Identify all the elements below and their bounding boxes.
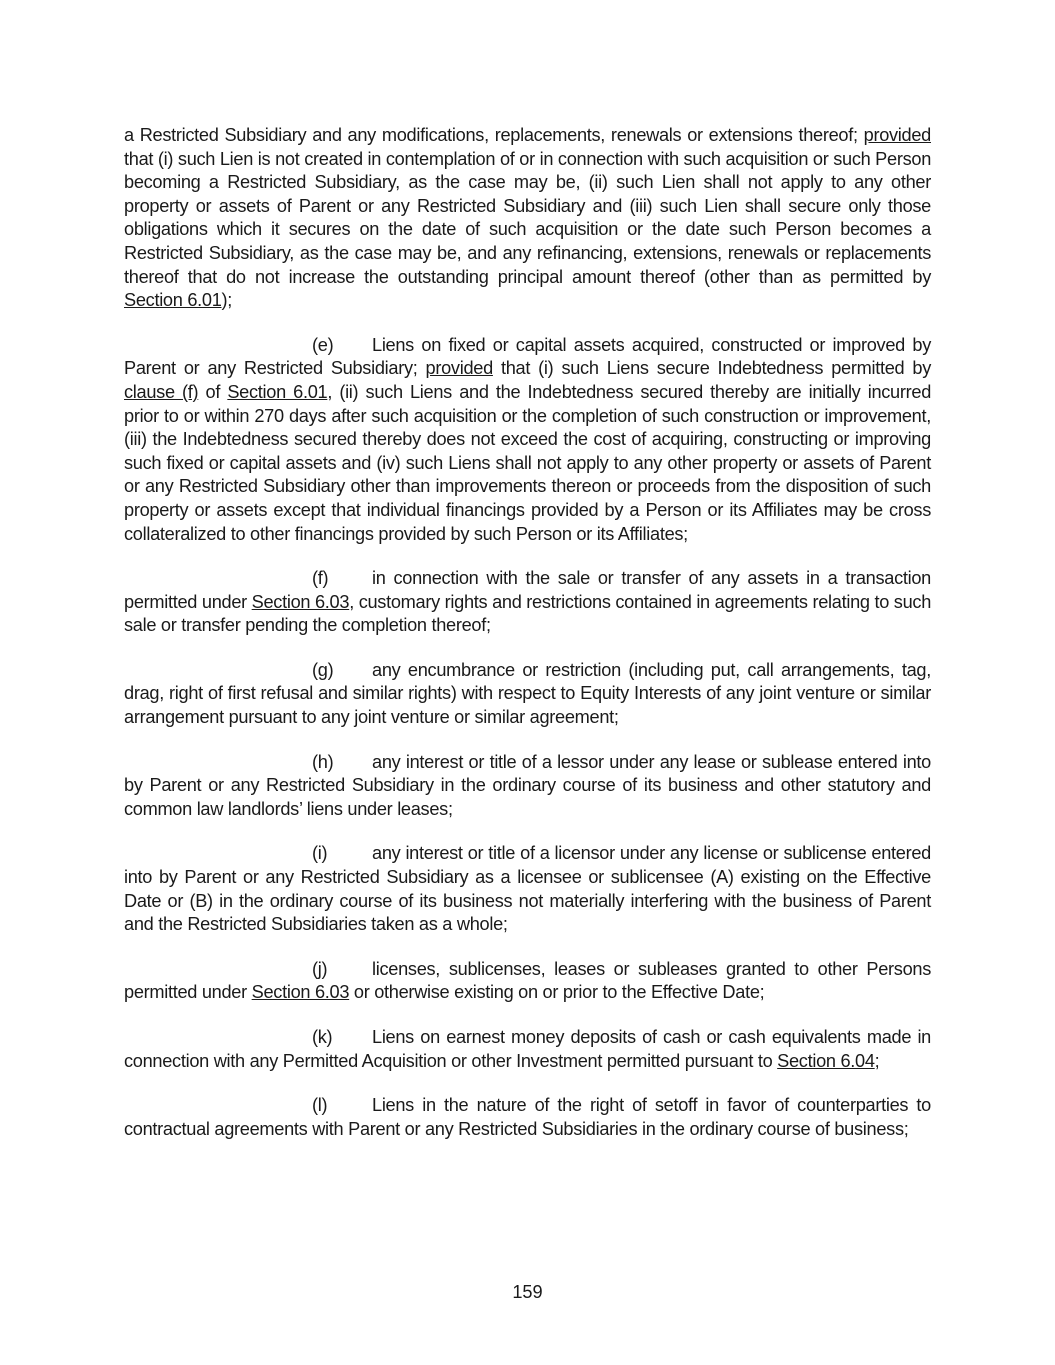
paragraph-j bbox=[124, 958, 931, 1005]
text: any encumbrance or restriction (including put, call arrangements, tag, drag, right of first refusal and similar rights) with respect to Equity Interests of any joint venture or similar arrangement pursuant to any joint venture or similar agreement; bbox=[124, 659, 931, 728]
text: licenses, sublicenses, leases or subleases granted to other Persons permitted under bbox=[124, 958, 931, 1003]
paragraph-i bbox=[124, 842, 931, 936]
text: , (ii) such Liens and the Indebtedness secured thereby are initially incurred prior to or within 270 days after such acquisition or the completion of such construction or improvement, (iii) the Indebtedness secured thereby does not exceed the cost of acquiring, constructing or improving such fixed or capital assets and (iv) such Liens shall not apply to any other property or assets of Parent or any Restricted Subsidiary other than improvements thereon or proceeds from the disposition of such property or assets except that individual financings provided by a Person or its Affiliates may be cross collateralized to other financings provided by such Person or its Affiliates; bbox=[124, 381, 932, 544]
text: a Restricted Subsidiary and any modifications, replacements, renewals or extensions thereof; bbox=[124, 125, 864, 145]
clause-label: (g) bbox=[312, 659, 334, 680]
text: ; bbox=[874, 1050, 880, 1071]
text: ); bbox=[221, 290, 233, 311]
paragraph-d-continued bbox=[124, 124, 931, 313]
clause-label: (i) bbox=[312, 843, 328, 864]
text: Liens in the nature of the right of setoff in favor of counterparties to contractual agreements with Parent or any Restricted Subsidiaries in the ordinary course of business; bbox=[124, 1095, 931, 1139]
section-reference: Section 6.03 bbox=[251, 982, 350, 1003]
provided-term: provided bbox=[425, 358, 493, 379]
text: or otherwise existing on or prior to the Effective Date; bbox=[349, 982, 765, 1003]
text: any interest or title of a licensor under any license or sublicense entered into by Parent or any Restricted Subsidiary as a licensee or sublicensee (A) existing on the Effective Date or (B) in the ordinary course of its business not materially interfering with the business of Parent and the Restricted Subsidiaries taken as a whole; bbox=[124, 843, 931, 935]
clause-label: (k) bbox=[312, 1027, 333, 1047]
text: in connection with the sale or transfer of any assets in a transaction permitted under bbox=[124, 568, 931, 612]
document-page bbox=[124, 124, 931, 1162]
clause-label: (e) bbox=[312, 334, 334, 355]
page-number: 159 bbox=[512, 1282, 543, 1302]
section-reference: Section 6.01 bbox=[124, 290, 222, 311]
text: Liens on earnest money deposits of cash or cash equivalents made in connection with any Permitted Acquisition or other Investment permitted pursuant to bbox=[124, 1027, 931, 1071]
clause-label: (h) bbox=[312, 751, 334, 772]
text: Liens on fixed or capital assets acquired, constructed or improved by Parent or any Restricted Subsidiary; bbox=[124, 334, 931, 379]
section-reference: Section 6.03 bbox=[251, 591, 350, 612]
paragraph-k bbox=[124, 1026, 931, 1073]
paragraph-h bbox=[124, 751, 931, 822]
paragraph-e bbox=[124, 334, 931, 546]
paragraph-l bbox=[124, 1094, 931, 1141]
provided-term: provided bbox=[863, 125, 931, 145]
clause-reference: clause (f) bbox=[124, 381, 199, 402]
text: that (i) such Liens secure Indebtedness permitted by bbox=[492, 358, 931, 379]
clause-label: (f) bbox=[312, 568, 329, 589]
section-reference: Section 6.01 bbox=[227, 381, 328, 402]
text: , customary rights and restrictions contained in agreements relating to such sale or transfer pending the completion thereof; bbox=[124, 591, 932, 636]
paragraph-f bbox=[124, 567, 931, 638]
clause-label: (l) bbox=[312, 1095, 328, 1116]
clause-label: (j) bbox=[312, 958, 328, 979]
section-reference: Section 6.04 bbox=[777, 1050, 875, 1071]
text: any interest or title of a lessor under any lease or sublease entered into by Parent or any Restricted Subsidiary in the ordinary course of its business and other statutory and common law landlords’ liens under leases; bbox=[124, 751, 931, 819]
paragraph-g bbox=[124, 659, 931, 730]
text: that (i) such Lien is not created in contemplation of or in connection with such acquisition or such Person becoming a Restricted Subsidiary, as the case may be, (ii) such Lien shall not apply to any other property or assets of Parent or any Restricted Subsidiary and (iii) such Lien shall secure only those obligations which it secures on the date of such acquisition or the date such Person becomes a Restricted Subsidiary, as the case may be, and any refinancing, extensions, renewals or replacements thereof that do not increase the outstanding principal amount thereof (other than as permitted by bbox=[124, 148, 932, 287]
text: of bbox=[198, 381, 228, 402]
